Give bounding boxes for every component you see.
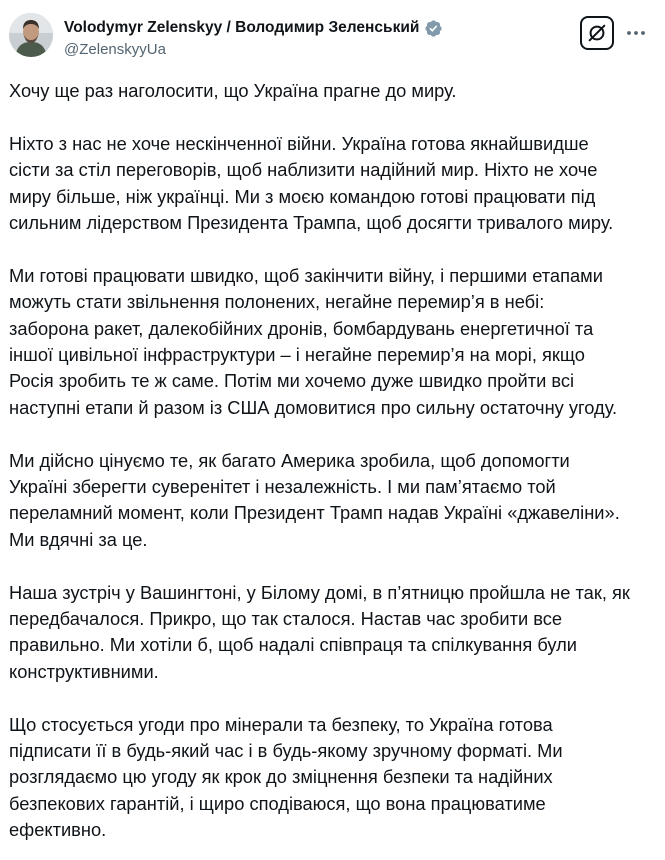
avatar[interactable] xyxy=(9,13,53,57)
tweet-text-line: правильно. Ми хотіли б, щоб надалі співпраця та спілкування були xyxy=(9,634,578,656)
display-name-row xyxy=(64,18,443,38)
tweet-paragraph xyxy=(9,263,649,421)
tweet-text-line: заборона ракет, далекобійних дронів, бомбардувань енергетичної та xyxy=(9,317,594,339)
tweet-paragraph xyxy=(9,78,649,104)
grok-icon xyxy=(586,22,608,44)
tweet-text-line: Хочу ще раз наголосити, що Україна прагне до миру. xyxy=(9,80,457,101)
tweet-text-line: розглядаємо цю угоду як крок до зміцнення безпеки та надійних xyxy=(9,766,553,788)
tweet-text-line: Ми дійсно цінуємо те, як багато Америка зробила, щоб допомогти xyxy=(9,449,570,471)
tweet-text-line: Наша зустріч у Вашингтоні, у Білому домі, в п’ятницю пройшла не так, як xyxy=(9,581,630,603)
tweet-text-line: можуть стати звільнення полонених, негайне перемир’я в небі: xyxy=(9,291,545,313)
more-dots-icon xyxy=(626,30,646,36)
display-name[interactable]: Volodymyr Zelenskyy / Володимир Зеленський xyxy=(64,19,420,36)
tweet-text-line: ефективно. xyxy=(9,819,107,841)
tweet-text-line: Ми готові працювати швидко, щоб закінчити війну, і першими етапами xyxy=(9,264,603,286)
tweet-paragraph xyxy=(9,131,649,237)
tweet-text-line: миру більше, ніж українці. Ми з моєю командою готові працювати під xyxy=(9,185,596,207)
tweet-text-line: Україні зберегти суверенітет і незалежність. І ми пам’ятаємо той xyxy=(9,476,556,498)
avatar-photo-icon xyxy=(9,13,53,57)
tweet-text-line: безпекових гарантій, і щиро сподіваюся, що вона працюватиме xyxy=(9,792,546,814)
tweet-text-line: підписати її в будь-який час і в будь-якому зручному форматі. Ми xyxy=(9,740,563,762)
tweet-text-line: Росія зробить те ж саме. Потім ми хочемо дуже швидко пройти всі xyxy=(9,370,575,392)
tweet-text-line: передбачалося. Прикро, що так сталося. Настав час зробити все xyxy=(9,608,563,630)
tweet-text-line: Ми вдячні за це. xyxy=(9,528,148,550)
author-names xyxy=(64,18,443,59)
tweet-paragraph xyxy=(9,712,649,844)
tweet-paragraph xyxy=(9,448,649,554)
tweet-paragraph xyxy=(9,580,649,686)
tweet-text-line: сильним лідерством Президента Трампа, щоб досягти тривалого миру. xyxy=(9,212,614,234)
tweet-text-line: наступні етапи й разом із США домовитися про сильну остаточну угоду. xyxy=(9,396,618,418)
tweet-text-line: Що стосується угоди про мінерали та безпеку, то Україна готова xyxy=(9,713,553,735)
tweet-text-line: Ніхто з нас не хоче нескінченної війни. Україна готова якнайшвидше xyxy=(9,132,589,154)
tweet-text-line: конструктивними. xyxy=(9,660,159,682)
author-handle[interactable]: @ZelenskyyUa xyxy=(64,41,166,58)
more-button[interactable] xyxy=(624,21,648,45)
grok-button[interactable] xyxy=(580,16,614,50)
tweet-text-line: переламний момент, коли Президент Трамп надав Україні «джавеліни». xyxy=(9,502,620,524)
tweet-text-line: іншої цивільної інфраструктури – і негайне перемир’я на морі, якщо xyxy=(9,344,585,366)
tweet-text-line: сісти за стіл переговорів, щоб наблизити надійний мир. Ніхто не хоче xyxy=(9,159,598,181)
tweet-text xyxy=(9,78,649,860)
tweet-header xyxy=(9,13,645,63)
verified-badge-icon xyxy=(424,19,443,38)
